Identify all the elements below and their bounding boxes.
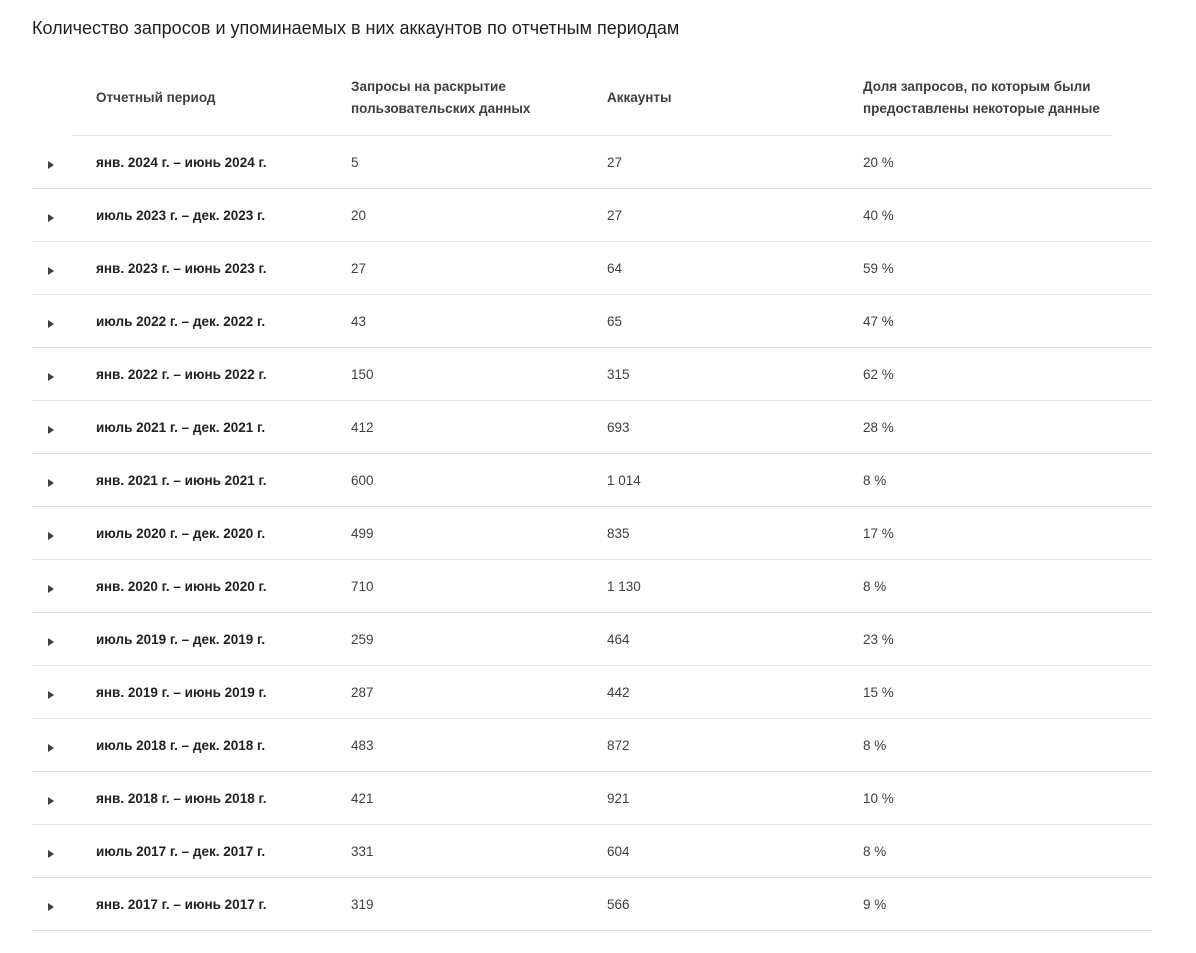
row-requests: 5 (351, 154, 359, 170)
caret-right-icon[interactable] (46, 319, 56, 329)
row-share: 8 % (863, 843, 887, 859)
table-row[interactable] (32, 189, 1152, 242)
row-accounts: 64 (607, 260, 623, 276)
row-share: 40 % (863, 207, 894, 223)
table-row[interactable] (32, 613, 1152, 666)
row-period: июль 2020 г. – дек. 2020 г. (96, 525, 266, 541)
page-title: Количество запросов и упоминаемых в них аккаунтов по отчетным периодам (32, 18, 680, 38)
row-accounts: 315 (607, 366, 630, 382)
row-share: 15 % (863, 684, 894, 700)
row-share: 8 % (863, 472, 887, 488)
table-row[interactable] (32, 666, 1152, 719)
row-period: янв. 2024 г. – июнь 2024 г. (96, 154, 267, 170)
caret-right-icon[interactable] (46, 690, 56, 700)
requests-table (32, 60, 1152, 931)
row-accounts: 464 (607, 631, 630, 647)
row-requests: 710 (351, 578, 374, 594)
row-requests: 287 (351, 684, 374, 700)
row-period: июль 2019 г. – дек. 2019 г. (96, 631, 266, 647)
row-requests: 20 (351, 207, 367, 223)
column-header-period: Отчетный период (96, 89, 216, 105)
row-accounts: 566 (607, 896, 630, 912)
row-requests: 319 (351, 896, 374, 912)
row-requests: 499 (351, 525, 374, 541)
row-share: 17 % (863, 525, 894, 541)
caret-right-icon[interactable] (46, 849, 56, 859)
row-period: янв. 2020 г. – июнь 2020 г. (96, 578, 267, 594)
row-accounts: 604 (607, 843, 630, 859)
caret-right-icon[interactable] (46, 372, 56, 382)
row-share: 9 % (863, 896, 887, 912)
table-row[interactable] (32, 295, 1152, 348)
row-share: 62 % (863, 366, 894, 382)
row-accounts: 27 (607, 207, 623, 223)
row-period: янв. 2021 г. – июнь 2021 г. (96, 472, 267, 488)
table-row[interactable] (32, 242, 1152, 295)
caret-right-icon[interactable] (46, 160, 56, 170)
row-requests: 412 (351, 419, 374, 435)
row-accounts: 442 (607, 684, 630, 700)
table-row[interactable] (32, 719, 1152, 772)
caret-right-icon[interactable] (46, 266, 56, 276)
row-accounts: 835 (607, 525, 630, 541)
table-row[interactable] (32, 507, 1152, 560)
table-row[interactable] (32, 454, 1152, 507)
row-requests: 483 (351, 737, 374, 753)
row-requests: 150 (351, 366, 374, 382)
caret-right-icon[interactable] (46, 478, 56, 488)
table-header (72, 60, 1112, 136)
row-accounts: 27 (607, 154, 623, 170)
row-accounts: 921 (607, 790, 630, 806)
row-share: 59 % (863, 260, 894, 276)
row-requests: 421 (351, 790, 374, 806)
row-requests: 259 (351, 631, 374, 647)
table-row[interactable] (32, 825, 1152, 878)
row-requests: 600 (351, 472, 374, 488)
row-period: июль 2023 г. – дек. 2023 г. (96, 207, 266, 223)
column-header-share: Доля запросов, по которым были предоставлены некоторые данные (863, 78, 1100, 116)
caret-right-icon[interactable] (46, 584, 56, 594)
row-share: 8 % (863, 737, 887, 753)
caret-right-icon[interactable] (46, 425, 56, 435)
row-period: июль 2017 г. – дек. 2017 г. (96, 843, 266, 859)
row-requests: 27 (351, 260, 367, 276)
row-accounts: 1 014 (607, 472, 641, 488)
table-row[interactable] (32, 401, 1152, 454)
column-header-requests: Запросы на раскрытие пользовательских данных (351, 78, 531, 116)
row-period: янв. 2023 г. – июнь 2023 г. (96, 260, 267, 276)
row-accounts: 872 (607, 737, 630, 753)
table-body (32, 136, 1152, 931)
table-row[interactable] (32, 136, 1152, 189)
caret-right-icon[interactable] (46, 213, 56, 223)
row-period: янв. 2022 г. – июнь 2022 г. (96, 366, 267, 382)
row-accounts: 1 130 (607, 578, 641, 594)
row-period: июль 2022 г. – дек. 2022 г. (96, 313, 266, 329)
row-share: 20 % (863, 154, 894, 170)
row-accounts: 65 (607, 313, 623, 329)
table-row[interactable] (32, 772, 1152, 825)
row-requests: 43 (351, 313, 367, 329)
row-period: янв. 2019 г. – июнь 2019 г. (96, 684, 267, 700)
column-header-accounts: Аккаунты (607, 89, 672, 105)
caret-right-icon[interactable] (46, 743, 56, 753)
row-share: 23 % (863, 631, 894, 647)
caret-right-icon[interactable] (46, 796, 56, 806)
caret-right-icon[interactable] (46, 637, 56, 647)
row-share: 47 % (863, 313, 894, 329)
caret-right-icon[interactable] (46, 531, 56, 541)
row-period: июль 2018 г. – дек. 2018 г. (96, 737, 266, 753)
row-share: 8 % (863, 578, 887, 594)
table-row[interactable] (32, 560, 1152, 613)
row-requests: 331 (351, 843, 374, 859)
row-period: янв. 2018 г. – июнь 2018 г. (96, 790, 267, 806)
row-share: 28 % (863, 419, 894, 435)
row-share: 10 % (863, 790, 894, 806)
row-period: янв. 2017 г. – июнь 2017 г. (96, 896, 267, 912)
row-period: июль 2021 г. – дек. 2021 г. (96, 419, 266, 435)
row-accounts: 693 (607, 419, 630, 435)
caret-right-icon[interactable] (46, 902, 56, 912)
table-row[interactable] (32, 878, 1152, 931)
table-row[interactable] (32, 348, 1152, 401)
